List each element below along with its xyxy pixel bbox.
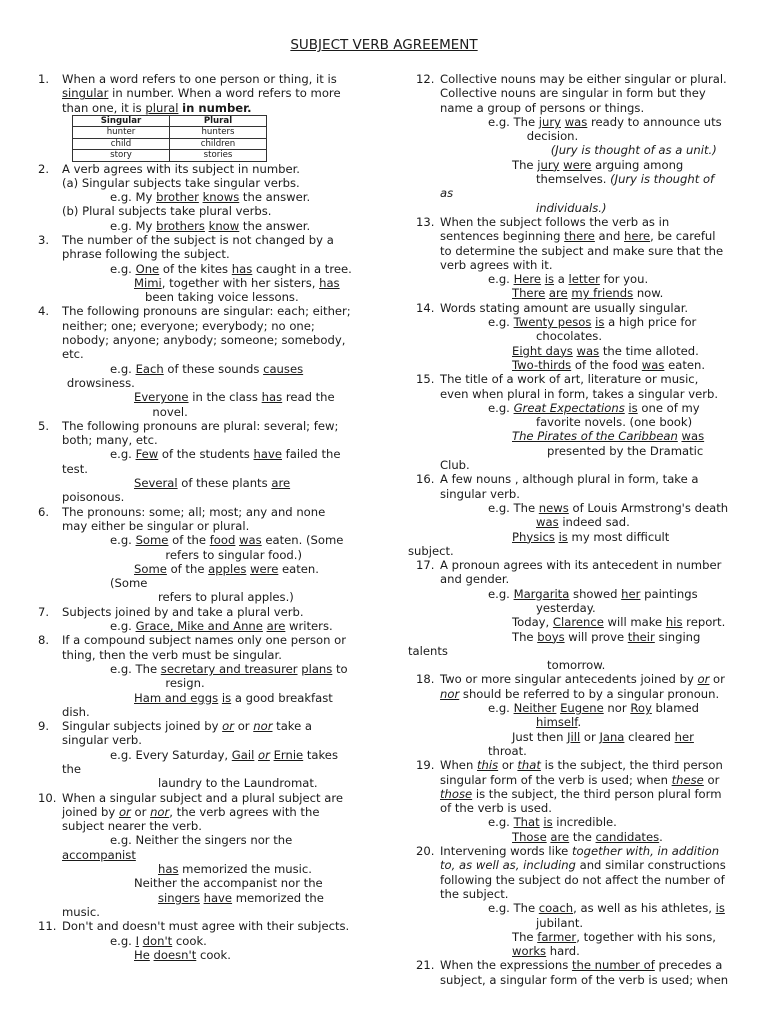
rule-number: 8. [38, 633, 50, 648]
rule-8: 8. If a compound subject names only one person or thing, then the verb must be singular. e.g. The secretary and treasurer plans to resign. Ham and eggs is a good breakfast dish. [38, 633, 348, 719]
rule-number: 7. [38, 604, 50, 619]
rule-number: 16. [416, 472, 435, 487]
rule-20: 20. Intervening words like together with, in addition to, as well as, including and similar constructions following the subject do not affect the number of the subject. e.g. The coach, as well as his athletes, is jubilant. The farmer, together with his sons, works hard. [416, 844, 726, 959]
rule-number: 20. [416, 844, 435, 859]
rule-4: 4. The following pronouns are singular: each; either; neither; one; everyone; everybody; no one; nobody; anyone; anybody; someone; somebody, etc. e.g. Each of these sounds causes drowsiness. Everyone in the class has read the novel. [30, 304, 351, 419]
rule-number: 5. [38, 418, 50, 433]
rule-3: 3. The number of the subject is not changed by a phrase following the subject. e.g. One of the kites has caught in a tree. Mimi, together with her sisters, has been taking voice lessons. [38, 233, 352, 305]
left-column [30, 72, 360, 962]
table-cell: hunter [73, 127, 170, 138]
rule-10: 10. When a singular subject and a plural subject are joined by or or nor, the verb agrees with the subject nearer the verb. e.g. Neither the singers nor the accompanist has memorized the music. Neither the accompanist nor the singers have memorized the music. [38, 790, 344, 919]
rule-number: 2. [38, 161, 50, 176]
rule-number: 11. [38, 919, 57, 934]
singular-plural-table [72, 115, 267, 162]
rule-number: 10. [38, 790, 57, 805]
rule-6: 6. The pronouns: some; all; most; any and none may either be singular or plural. e.g. Some of the food was eaten. (Some refers to singular food.) Some of the apples were eaten. (Some refers to plural apples.) [38, 504, 344, 605]
rule-14: 14. Words stating amount are usually singular. e.g. Twenty pesos is a high price for chocolates. Eight days was the time alloted. Two-thirds of the food was eaten. [416, 300, 706, 372]
rule-9: 9. Singular subjects joined by or or nor take a singular verb. e.g. Every Saturday, Gail or Ernie takes the laundry to the Laundromat. [38, 719, 338, 791]
rule-19: 19. When this or that is the subject, the third person singular form of the verb is used; when these or those is the subject, the third person plural form of the verb is used. e.g. That is incredible. Those are the candidates. [416, 758, 723, 844]
rule-2: 2. A verb agrees with its subject in number. (a) Singular subjects take singular verbs. e.g. My brother knows the answer. (b) Plural subjects take plural verbs. e.g. My brothers know the answer. [38, 161, 311, 233]
table-cell: hunters [170, 127, 267, 138]
rule-number: 18. [416, 672, 435, 687]
table-row [73, 150, 267, 161]
rule-number: 13. [416, 214, 435, 229]
rule-16: 16. A few nouns , although plural in form, take a singular verb. e.g. The news of Louis Armstrong's death was indeed sad. Physics is my most difficult subject. [408, 472, 729, 558]
table-cell: stories [170, 150, 267, 161]
rule-1: 1. When a word refers to one person or thing, it is singular in number. When a word refers to more than one, it is plural in number. Singular Plural hunter hunters child children story stories [38, 72, 341, 161]
table-cell: child [73, 138, 170, 149]
rule-number: 9. [38, 719, 50, 734]
rule-18: 18. Two or more singular antecedents joined by or or nor should be referred to by a singular pronoun. e.g. Neither Eugene nor Roy blamed himself. Just then Jill or Jana cleared her throat. [416, 672, 725, 758]
right-column [408, 72, 750, 987]
rule-12: 12. Collective nouns may be either singular or plural. Collective nouns are singular in form but they name a group of persons or things. e.g. The jury was ready to announce uts decision. (Jury is thought of as a unit.) The jury were arguing among themselves. (Jury is thought of as individuals.) [416, 72, 727, 215]
page-title: SUBJECT VERB AGREEMENT [290, 37, 478, 53]
rule-number: 17. [416, 558, 435, 573]
rule-number: 15. [416, 372, 435, 387]
table-cell: children [170, 138, 267, 149]
rule-13: 13. When the subject follows the verb as in sentences beginning there and here, be careful to determine the subject and make sure that the verb agrees with it. e.g. Here is a letter for you. There are my friends now. [416, 214, 724, 301]
rule-number: 12. [416, 72, 435, 86]
rule-21: 21. When the expressions the number of precedes a subject, a singular form of the verb is used; when [416, 958, 729, 987]
rule-7: 7. Subjects joined by and take a plural verb. e.g. Grace, Mike and Anne are writers. [38, 604, 333, 634]
rule-15: 15. The title of a work of art, literature or music, even when plural in form, takes a singular verb. e.g. Great Expectations is one of my favorite novels. (one book) The Pirates of the Caribbean was presented by the Dramatic Club. [416, 372, 719, 473]
rule-5: 5. The following pronouns are plural: several; few; both; many, etc. e.g. Few of the students have failed the test. Several of these plants are poisonous. [38, 418, 341, 505]
rule-number: 3. [38, 233, 50, 247]
table-row [73, 138, 267, 149]
rule-number: 14. [416, 300, 435, 315]
rule-number: 19. [416, 758, 435, 773]
table-header-singular: Singular [73, 115, 170, 126]
table-cell: story [73, 150, 170, 161]
rule-number: 4. [38, 304, 50, 319]
rule-number: 6. [38, 504, 50, 519]
table-header-plural: Plural [170, 115, 267, 126]
rule-17: 17. A pronoun agrees with its antecedent in number and gender. e.g. Margarita showed her paintings yesterday. Today, Clarence will make his report. The boys will prove their singing talents tomorrow. [408, 558, 726, 673]
table-row [73, 127, 267, 138]
rule-number: 21. [416, 958, 435, 973]
rule-number: 1. [38, 72, 50, 86]
rule-11: 11. Don't and doesn't must agree with their subjects. e.g. I don't cook. He doesn't cook. [38, 919, 350, 962]
